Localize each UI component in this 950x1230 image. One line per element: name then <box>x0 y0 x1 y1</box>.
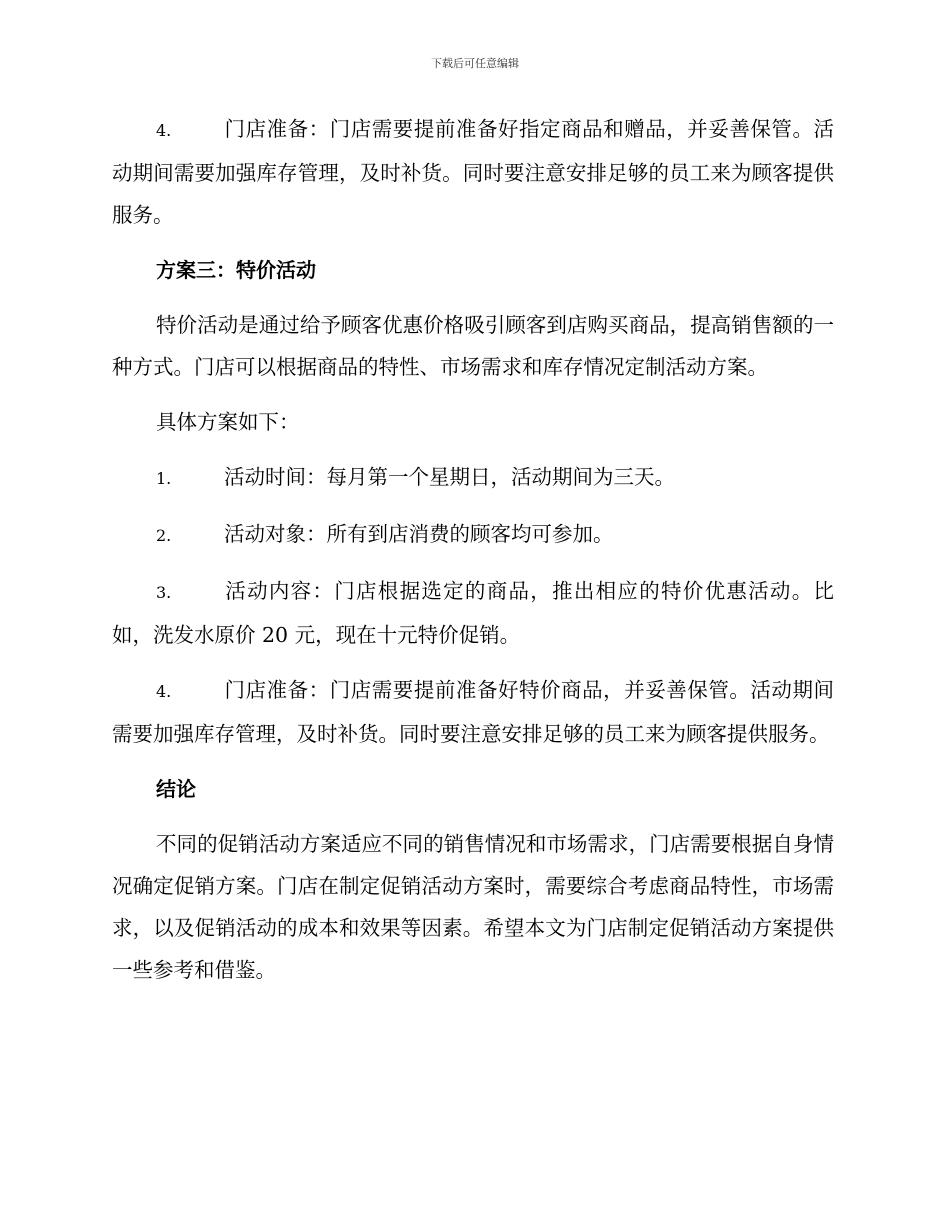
list-item-3-content <box>112 570 834 656</box>
list-item-4-prep-gifts <box>112 108 834 236</box>
list-item-1-time <box>112 456 834 500</box>
list-item-text: 活动内容：门店根据选定的商品，推出相应的特价优惠活动。比如，洗发水原价 20 元，现在十元特价促销。 <box>112 579 834 647</box>
list-item-text: 门店准备：门店需要提前准备好特价商品，并妥善保管。活动期间需要加强库存管理，及时补货。同时要注意安排足够的员工来为顾客提供服务。 <box>112 678 834 746</box>
list-item-text: 门店准备：门店需要提前准备好指定商品和赠品，并妥善保管。活动期间需要加强库存管理，及时补货。同时要注意安排足够的员工来为顾客提供服务。 <box>112 117 834 227</box>
list-number: 1. <box>156 469 172 488</box>
list-number: 3. <box>156 583 172 602</box>
document-body <box>112 108 834 991</box>
intro-paragraph: 特价活动是通过给予顾客优惠价格吸引顾客到店购买商品，提高销售额的一种方式。门店可以根据商品的特性、市场需求和库存情况定制活动方案。 <box>112 313 834 379</box>
list-item-text: 活动对象：所有到店消费的顾客均可参加。 <box>224 522 614 546</box>
section-heading-plan-3: 方案三：特价活动 <box>156 258 316 282</box>
plan-label: 具体方案如下： <box>156 410 300 434</box>
section-heading-conclusion: 结论 <box>156 777 196 801</box>
list-item-text: 活动时间：每月第一个星期日，活动期间为三天。 <box>224 465 675 489</box>
page-header: 下载后可任意编辑 <box>431 57 519 70</box>
list-number: 2. <box>156 526 172 545</box>
conclusion-paragraph: 不同的促销活动方案适应不同的销售情况和市场需求，门店需要根据自身情况确定促销方案。门店在制定促销活动方案时，需要综合考虑商品特性，市场需求，以及促销活动的成本和效果等因素。希望本文为门店制定促销活动方案提供一些参考和借鉴。 <box>112 832 834 982</box>
list-number: 4. <box>156 682 172 701</box>
list-number: 4. <box>156 121 172 140</box>
list-item-2-audience <box>112 513 834 557</box>
list-item-4-prep-discount <box>112 669 834 755</box>
